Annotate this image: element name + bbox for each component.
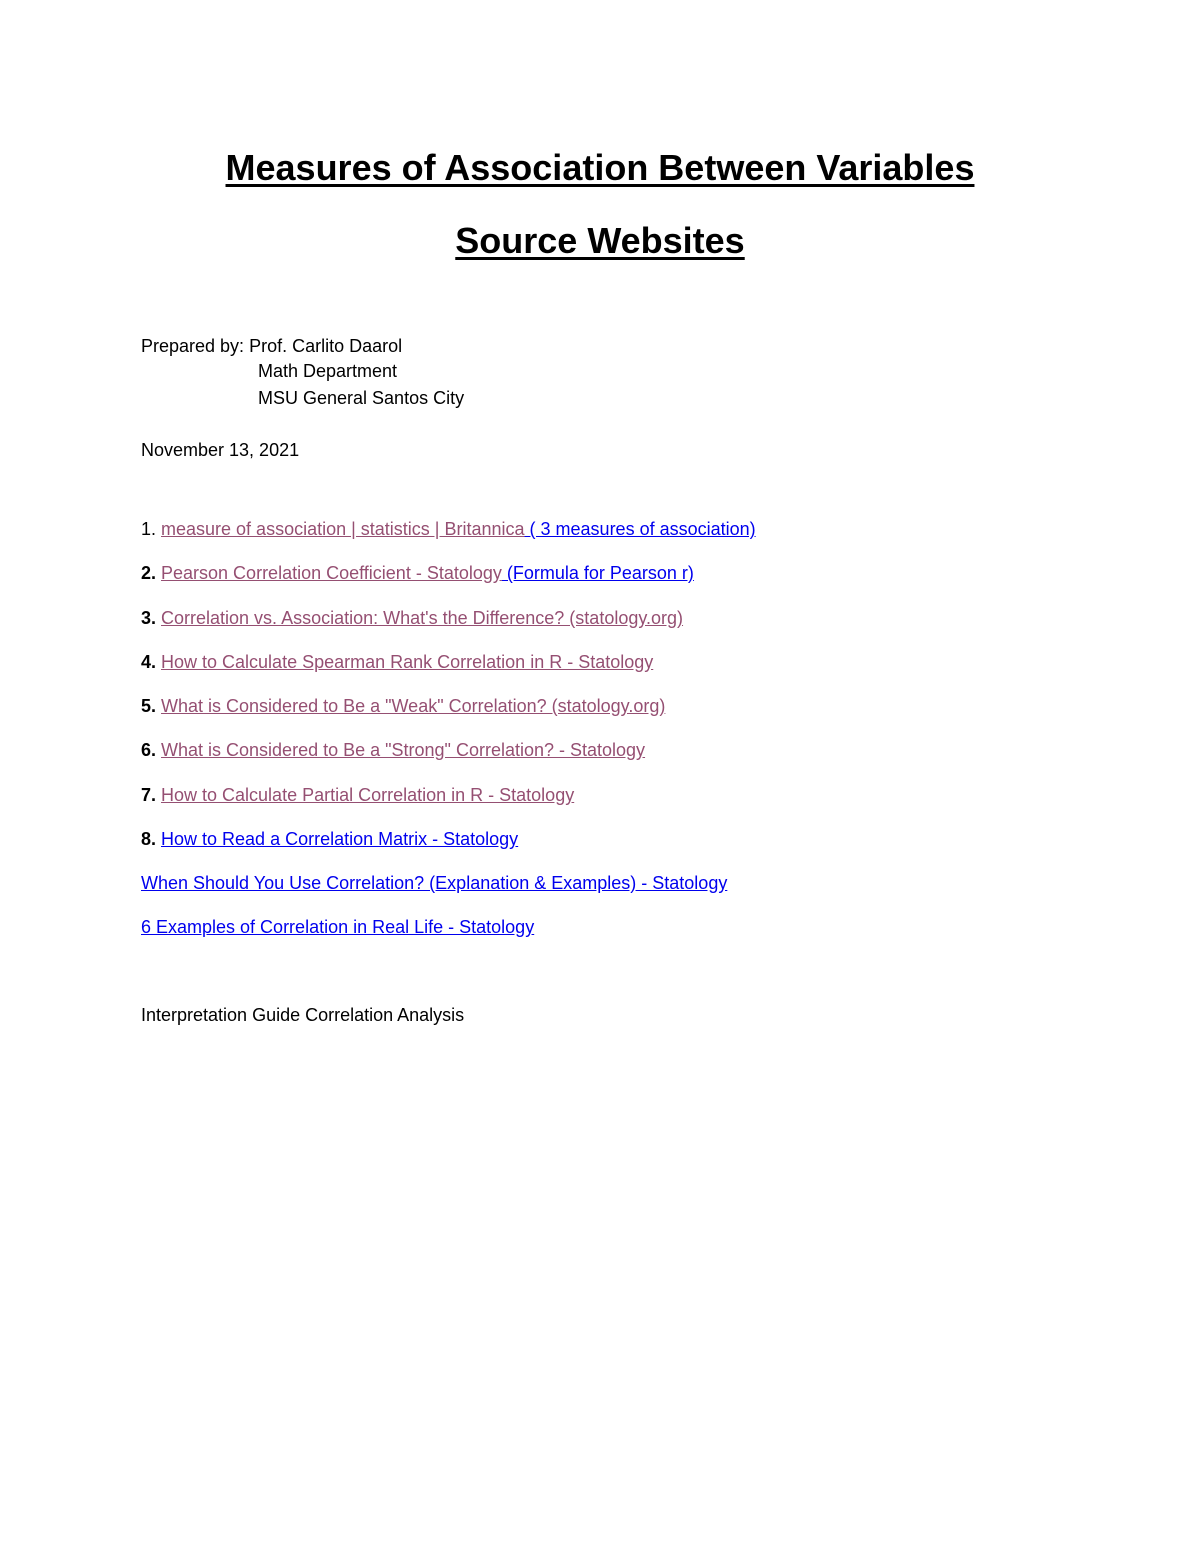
link-britannica-measure-of-association[interactable]: measure of association | statistics | Britannica xyxy=(161,519,525,539)
list-number: 6. xyxy=(141,740,162,760)
link-correlation-real-life-examples[interactable]: 6 Examples of Correlation in Real Life - Statology xyxy=(141,917,535,937)
list-item xyxy=(141,784,574,806)
institution-line: MSU General Santos City xyxy=(258,388,465,408)
list-item xyxy=(141,607,683,629)
list-number: 2. xyxy=(141,563,162,583)
list-number: 3. xyxy=(141,608,162,628)
link-correlation-matrix[interactable]: How to Read a Correlation Matrix - Statology xyxy=(161,829,519,849)
link-when-to-use-correlation[interactable]: When Should You Use Correlation? (Explanation & Examples) - Statology xyxy=(141,873,728,893)
link-partial-correlation[interactable]: How to Calculate Partial Correlation in R - Statology xyxy=(161,785,575,805)
department-line: Math Department xyxy=(258,361,398,381)
list-item xyxy=(141,872,727,894)
link-pearson-correlation-coefficient[interactable]: Pearson Correlation Coefficient - Statology xyxy=(161,563,502,583)
list-item xyxy=(141,739,645,761)
list-number: 8. xyxy=(141,829,162,849)
list-number: 7. xyxy=(141,785,162,805)
list-item xyxy=(141,916,534,938)
prepared-by-line xyxy=(141,335,402,357)
list-number: 5. xyxy=(141,696,162,716)
list-item xyxy=(141,518,756,540)
document-date: November 13, 2021 xyxy=(141,440,300,460)
link-three-measures-of-association[interactable]: ( 3 measures of association) xyxy=(524,519,756,539)
link-formula-pearson-r[interactable]: (Formula for Pearson r) xyxy=(501,563,694,583)
link-weak-correlation[interactable]: What is Considered to Be a "Weak" Correlation? (statology.org) xyxy=(161,696,666,716)
document-subtitle: Source Websites xyxy=(455,220,745,261)
link-strong-correlation[interactable]: What is Considered to Be a "Strong" Correlation? - Statology xyxy=(161,740,646,760)
document-title: Measures of Association Between Variables xyxy=(225,147,975,188)
list-item xyxy=(141,651,653,673)
prepared-by-label: Prepared by: xyxy=(141,336,250,356)
author-name: Prof. Carlito Daarol xyxy=(249,336,403,356)
link-spearman-rank-correlation[interactable]: How to Calculate Spearman Rank Correlation in R - Statology xyxy=(161,652,654,672)
list-item xyxy=(141,695,665,717)
footer-text: Interpretation Guide Correlation Analysis xyxy=(141,1005,465,1025)
list-number: 4. xyxy=(141,652,162,672)
list-item xyxy=(141,562,694,584)
link-correlation-vs-association[interactable]: Correlation vs. Association: What's the Difference? (statology.org) xyxy=(161,608,684,628)
list-number: 1. xyxy=(141,519,162,539)
list-item xyxy=(141,828,518,850)
